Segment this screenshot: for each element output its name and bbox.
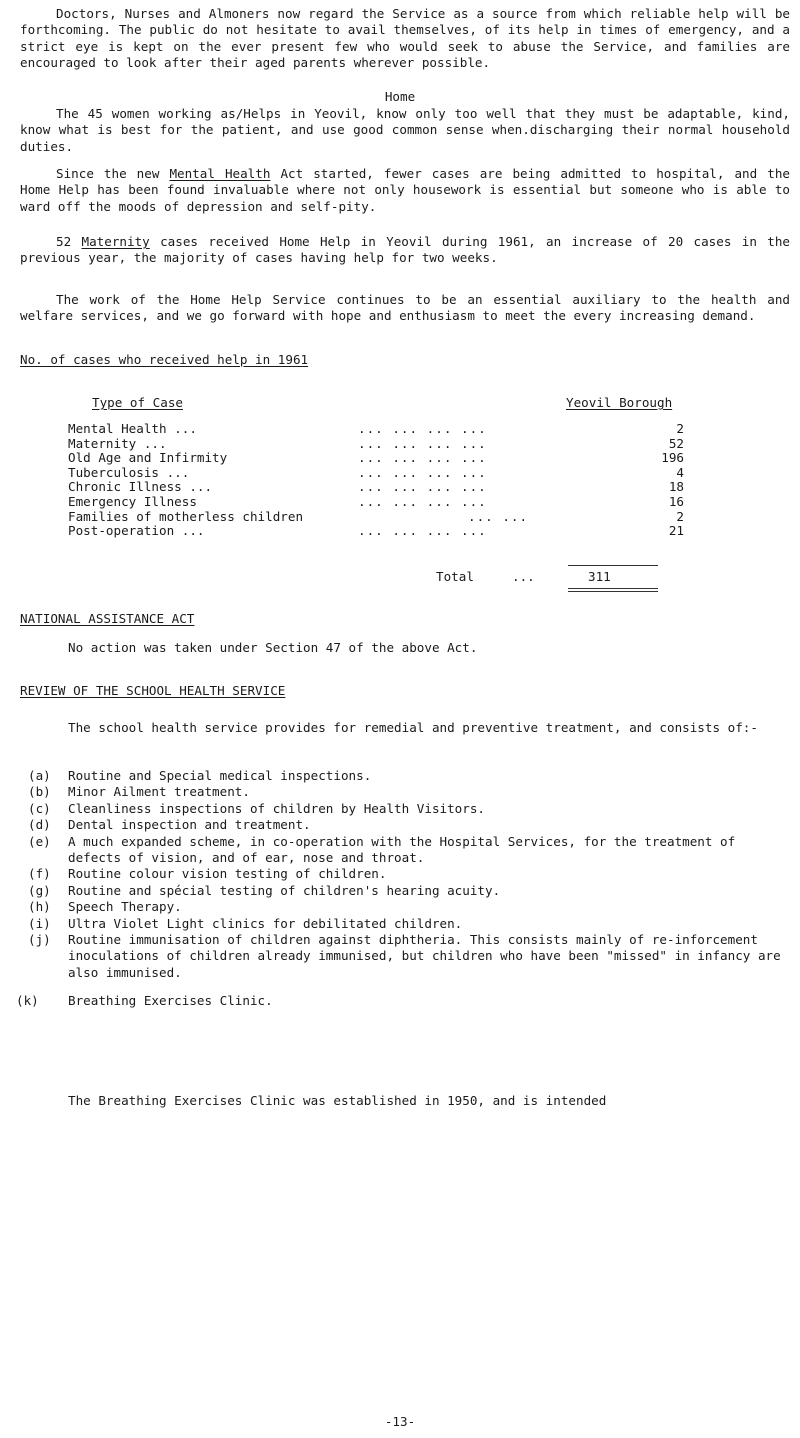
cases-table-heading: No. of cases who received help in 1961 [20, 352, 309, 367]
row-leader: ... ... ... ... [358, 464, 487, 480]
table-row [68, 495, 708, 510]
row-label: Families of motherless children [68, 508, 304, 524]
list-item [28, 899, 790, 915]
list-item-label: (g) [28, 882, 51, 898]
row-label: Maternity ... [68, 435, 167, 451]
list-item-label: (d) [28, 817, 51, 833]
paragraph-home-help-work: The work of the Home Help Service continues to be an essential auxiliary to the health and welfare services, and we go forward with hope and enthusiasm to meet the every increasing demand. [20, 292, 790, 324]
list-item [16, 993, 790, 1009]
row-leader: ... ... ... ... [358, 435, 487, 451]
list-item-text: Routine and Special medical inspections. [68, 768, 372, 783]
list-item-text: Ultra Violet Light clinics for debilitated children. [68, 915, 463, 931]
cases-table-body [68, 422, 708, 539]
row-value: 196 [661, 450, 684, 466]
row-value: 16 [668, 493, 684, 509]
list-item-text: Breathing Exercises Clinic. [68, 993, 273, 1009]
table-row [68, 422, 708, 437]
list-item-text: A much expanded scheme, in co-operation with the Hospital Services, for the treatment of defects of vision, and of ear, nose and throat. [68, 833, 736, 866]
row-value: 4 [676, 464, 684, 480]
maternity-link: Maternity [81, 234, 150, 249]
column-header-type: Type of Case [92, 395, 183, 410]
row-leader: ... ... ... ... [358, 479, 487, 495]
row-value: 21 [668, 523, 684, 539]
column-header-borough: Yeovil Borough [566, 395, 673, 410]
paragraph-service-source: Doctors, Nurses and Almoners now regard the Service as a source from which reliable help will be forthcoming. The public do not hesitate to avail themselves, of its help in times of emergency, and a strict eye is kept on the ever present few who would seek to abuse the Service, and families are encouraged to look after their aged parents wherever possible. [20, 6, 790, 71]
list-item-label: (a) [28, 768, 51, 783]
list-item [28, 768, 790, 784]
total-rule-1 [568, 588, 658, 589]
page-number: -13- [384, 1414, 416, 1429]
list-item-label: (k) [16, 993, 39, 1009]
school-health-list [16, 768, 790, 1010]
row-label: Tuberculosis ... [68, 464, 190, 480]
total-value: 311 [588, 569, 611, 584]
list-item-label: (c) [28, 800, 51, 816]
list-item-label: (f) [28, 866, 51, 882]
list-item-text: Routine colour vision testing of children. [68, 866, 387, 882]
subtotal-rule [568, 565, 658, 566]
list-item-text: Routine and spécial testing of children's hearing acuity. [68, 882, 501, 898]
list-item [28, 784, 790, 800]
school-health-heading: REVIEW OF THE SCHOOL HEALTH SERVICE [20, 683, 286, 698]
table-row [68, 437, 708, 452]
table-row [68, 451, 708, 466]
school-health-intro: The school health service provides for remedial and preventive treatment, and consists of:- [68, 720, 758, 735]
row-label: Chronic Illness ... [68, 479, 213, 495]
table-row [68, 480, 708, 495]
list-item-label: (h) [28, 899, 51, 915]
row-leader: ... ... ... ... [358, 493, 487, 509]
row-value: 18 [668, 479, 684, 495]
mental-health-rest: Act started, fewer cases are being admitted to hospital, and the Home Help has been found invaluable where not only housework is essential but someone who is able to ward off the moods of depression and self-pity. [20, 166, 790, 214]
list-item-label: (i) [28, 915, 51, 931]
row-leader: ... ... [468, 508, 529, 524]
row-label: Emergency Illness [68, 493, 197, 509]
home-heading: Home [384, 89, 416, 104]
list-item [28, 801, 790, 817]
list-item [28, 883, 790, 899]
list-item-label: (j) [28, 932, 51, 948]
mental-health-prefix: Since the new [56, 166, 170, 181]
national-assistance-heading: NATIONAL ASSISTANCE ACT [20, 611, 195, 626]
row-label: Mental Health ... [68, 421, 197, 436]
row-value: 52 [668, 435, 684, 451]
list-item-text: Dental inspection and treatment. [68, 817, 311, 833]
table-row [68, 524, 708, 539]
national-assistance-text: No action was taken under Section 47 of the above Act. [68, 640, 478, 655]
total-label: Total [436, 569, 474, 584]
mental-health-link: Mental Health [169, 166, 271, 181]
row-label: Post-operation ... [68, 523, 205, 539]
list-item [28, 834, 790, 867]
list-item-text: Routine immunisation of children against diphtheria. This consists mainly of re-inforcement inoculations of children already immunised, but children who have been "missed" in infancy are also immunised. [68, 932, 781, 980]
row-label: Old Age and Infirmity [68, 450, 228, 466]
list-item-text: Cleanliness inspections of children by Health Visitors. [68, 800, 486, 816]
list-item-text: Minor Ailment treatment. [68, 784, 250, 800]
list-item [28, 817, 790, 833]
total-leader: ... [512, 569, 535, 584]
maternity-prefix: 52 [56, 234, 82, 249]
breathing-clinic-paragraph: The Breathing Exercises Clinic was established in 1950, and is intended [68, 1093, 607, 1108]
list-item-label: (e) [28, 833, 51, 849]
list-item-label: (b) [28, 784, 51, 800]
maternity-rest: cases received Home Help in Yeovil during 1961, an increase of 20 cases in the previous year, the majority of cases having help for two weeks. [20, 234, 790, 266]
row-leader: ... ... ... ... [358, 523, 487, 539]
list-item-text: Speech Therapy. [68, 899, 182, 915]
table-row [68, 510, 708, 525]
row-leader: ... ... ... ... [358, 421, 487, 436]
list-item [28, 916, 790, 932]
paragraph-mental-health [20, 166, 790, 215]
total-rule-2 [568, 591, 658, 592]
paragraph-45-women: The 45 women working as/Helps in Yeovil, know only too well that they must be adaptable, kind, know what is best for the patient, and use good common sense when.discharging their normal household duties. [20, 106, 790, 154]
row-value: 2 [676, 421, 684, 436]
list-item [28, 932, 790, 981]
row-value: 2 [676, 508, 684, 524]
row-leader: ... ... ... ... [358, 450, 487, 466]
table-row [68, 466, 708, 481]
paragraph-maternity [20, 234, 790, 267]
list-item [28, 866, 790, 882]
